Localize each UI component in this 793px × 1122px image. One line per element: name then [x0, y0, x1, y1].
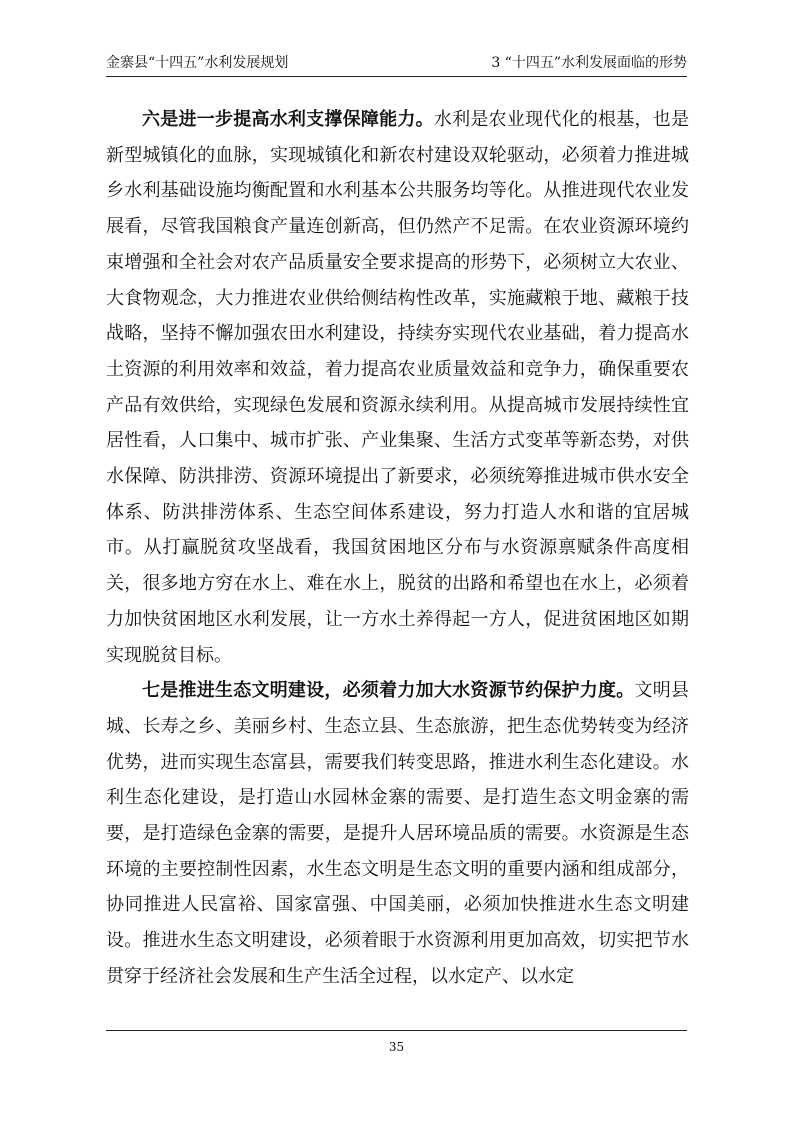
paragraph-item-seven [106, 673, 689, 994]
page-body [106, 102, 689, 995]
page-number: 35 [388, 1040, 405, 1054]
paragraph-lead: 六是进一步提高水利支撑保障能力。 [142, 109, 434, 130]
paragraph-text: 文明县城、长寿之乡、美丽乡村、生态立县、生态旅游，把生态优势转变为经济优势，进而实现生态富县，需要我们转变思路，推进水利生态化建设。水利生态化建设，是打造山水园林金寨的需要、是打造生态文明金寨的需要，是打造绿色金寨的需要，是提升人居环境品质的需要。水资源是生态环境的主要控制性因素，水生态文明是生态文明的重要内涵和组成部分，协同推进人民富裕、国家富强、中国美丽，必须加快推进水生态文明建设。推进水生态文明建设，必须着眼于水资源利用更加高效，切实把节水贯穿于经济社会发展和生产生活全过程，以水定产、以水定 [106, 680, 689, 987]
footer-divider [106, 1030, 687, 1031]
header-document-title: 金寨县“十四五”水利发展规划 [106, 55, 289, 71]
running-header [106, 54, 687, 77]
paragraph-text: 水利是农业现代化的根基，也是新型城镇化的血脉，实现城镇化和新农村建设双轮驱动，必须着力推进城乡水利基础设施均衡配置和水利基本公共服务均等化。从推进现代农业发展看，尽管我国粮食产量连创新高，但仍然产不足需。在农业资源环境约束增强和全社会对农产品质量安全要求提高的形势下，必须树立大农业、大食物观念，大力推进农业供给侧结构性改革，实施藏粮于地、藏粮于技战略，坚持不懈加强农田水利建设，持续夯实现代农业基础，着力提高水土资源的利用效率和效益，着力提高农业质量效益和竞争力，确保重要农产品有效供给，实现绿色发展和资源永续利用。从提高城市发展持续性宜居性看，人口集中、城市扩张、产业集聚、生活方式变革等新态势，对供水保障、防洪排涝、资源环境提出了新要求，必须统筹推进城市供水安全体系、防洪排涝体系、生态空间体系建设，努力打造人水和谐的宜居城市。从打赢脱贫攻坚战看，我国贫困地区分布与水资源禀赋条件高度相关，很多地方穷在水上、难在水上，脱贫的出路和希望也在水上，必须着力加快贫困地区水利发展，让一方水土养得起一方人，促进贫困地区如期实现脱贫目标。 [106, 109, 690, 666]
paragraph-item-six [106, 102, 689, 673]
paragraph-lead: 七是推进生态文明建设，必须着力加大水资源节约保护力度。 [142, 680, 635, 702]
header-chapter-title: 3 “十四五”水利发展面临的形势 [491, 55, 687, 71]
